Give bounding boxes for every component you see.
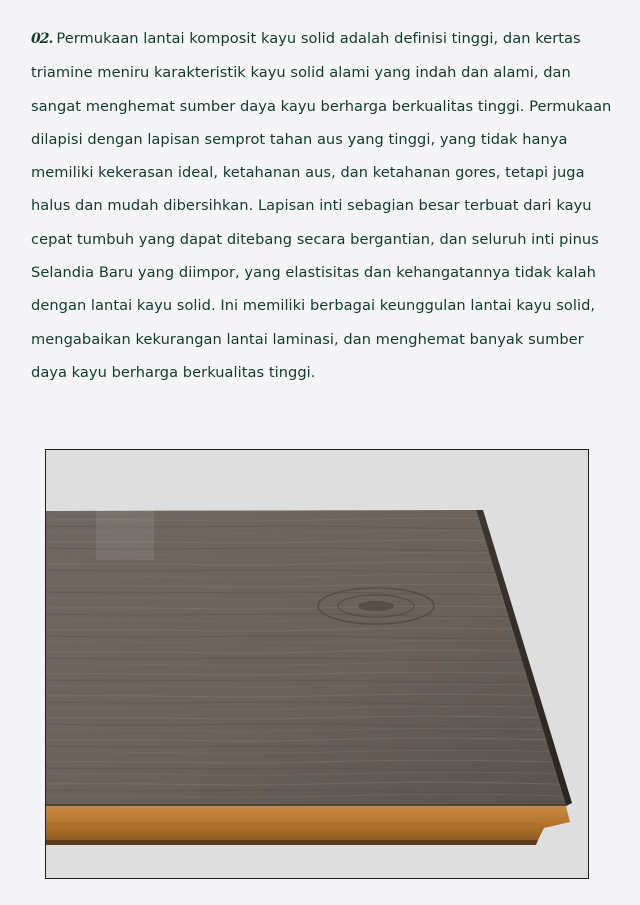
article-line-4: dilapisi dengan lapisan semprot tahan aus yang tinggi, yang tidak hanya	[31, 130, 568, 148]
article-line-2: triamine meniru karakteristik kayu solid alami yang indah dan alami, dan	[31, 64, 571, 82]
article-line-9: dengan lantai kayu solid. Ini memiliki berbagai keunggulan lantai kayu solid,	[31, 297, 596, 315]
article-line-6: halus dan mudah dibersihkan. Lapisan inti sebagian besar terbuat dari kayu	[31, 197, 592, 215]
article-line-1	[31, 22, 621, 56]
article-line-10: mengabaikan kekurangan lantai laminasi, dan menghemat banyak sumber	[31, 330, 584, 348]
section-number: 02.	[31, 31, 53, 47]
article-line-1-text: Permukaan lantai komposit kayu solid adalah definisi tinggi, dan kertas	[56, 30, 581, 47]
plank-backing	[46, 840, 538, 845]
article-line-3: sangat menghemat sumber daya kayu berharga berkualitas tinggi. Permukaan	[31, 97, 612, 115]
article-line-8: Selandia Baru yang diimpor, yang elastisitas dan kehangatannya tidak kalah	[31, 264, 596, 282]
article-line-11: daya kayu berharga berkualitas tinggi.	[31, 363, 316, 381]
wood-plank-image	[46, 450, 588, 878]
article-line-5: memiliki kekerasan ideal, ketahanan aus, dan ketahanan gores, tetapi juga	[31, 164, 585, 182]
article-line-7: cepat tumbuh yang dapat ditebang secara bergantian, dan seluruh inti pinus	[31, 230, 599, 248]
wood-flooring-photo	[45, 449, 589, 879]
plank-core-layer	[46, 806, 570, 840]
article-text	[31, 22, 621, 389]
light-reflection	[96, 508, 154, 560]
